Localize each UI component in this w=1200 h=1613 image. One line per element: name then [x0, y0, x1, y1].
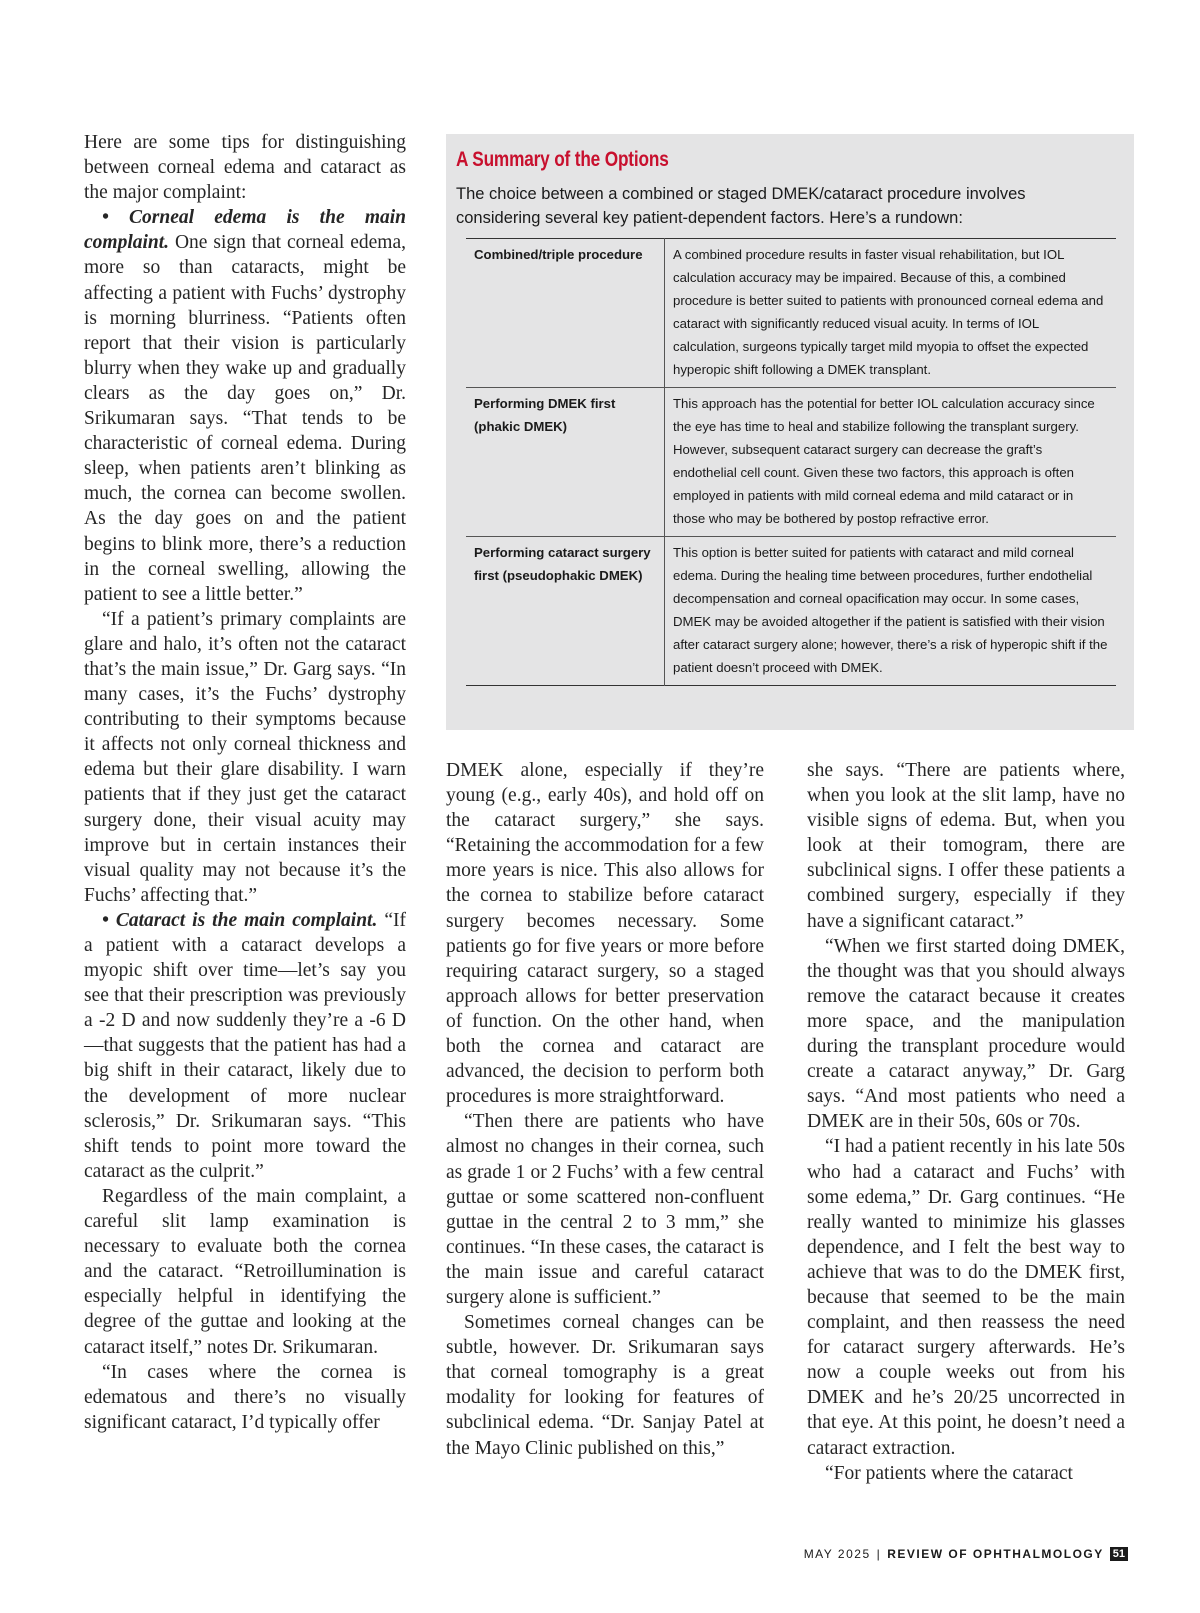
- paragraph: DMEK alone, especially if they’re young (e.g., early 40s), and hold off on the cataract surgery,” she says. “Retaining the accommodation for a few more years is nice. This also allows for the cornea to stabilize before cataract surgery becomes necessary. Some patients go for five years or more before requiring cataract surgery, so a staged approach allows for better preservation of function. On the other hand, when both the cornea and cataract are advanced, the decision to perform both procedures is more straightforward.: [446, 760, 764, 1108]
- paragraph-text: “If a patient with a cataract develops a myopic shift over time—let’s say you see that their prescription was previously a -2 D and now suddenly they’re a -6 D—that suggests that the patient has had a big shift in their cataract, likely due to the development of more nuclear sclerosis,” Dr. Srikumaran says. “This shift tends to point more toward the cataract as the culprit.”: [84, 909, 406, 1182]
- table-row: [466, 388, 1116, 537]
- option-cell: Combined/triple procedure: [466, 239, 665, 388]
- article-column-2: [446, 758, 764, 1461]
- paragraph: [84, 205, 406, 607]
- paragraph: [84, 908, 406, 1184]
- table-row: [466, 537, 1116, 686]
- paragraph: “For patients where the cataract: [825, 1462, 1073, 1484]
- page-number: 51: [1110, 1547, 1128, 1561]
- paragraph: “In cases where the cornea is edematous and there’s no visually significant cataract, I’d typically offer: [84, 1361, 406, 1433]
- magazine-name: REVIEW OF OPHTHALMOLOGY: [887, 1547, 1104, 1561]
- paragraph: “I had a patient recently in his late 50s who had a cataract and Fuchs’ with some edema,” Dr. Garg continues. “He really wanted to minimize his glasses dependence, and I felt the best way to achieve that was to do the DMEK first, because that seemed to be the main complaint, and then reassess the need for cataract surgery afterwards. He’s now a couple weeks out from his DMEK and he’s 20/25 uncorrected in that eye. At this point, he doesn’t need a cataract extraction.: [807, 1136, 1125, 1459]
- paragraph: “Then there are patients who have almost no changes in their cornea, such as grade 1 or 2 Fuchs’ with a few central guttae or some scattered non-confluent guttae in the central 2 to 3 mm,” she continues. “In these cases, the cataract is the main issue and careful cataract surgery alone is sufficient.”: [446, 1111, 764, 1308]
- table-row: [466, 239, 1116, 388]
- article-column-1: [84, 130, 406, 1435]
- description-cell: This option is better suited for patients with cataract and mild corneal edema. During the healing time between procedures, further endothelial decompensation and corneal opacification may occur. In some cases, DMEK may be avoided altogether if the patient is satisfied with their vision after cataract surgery alone; however, there’s a risk of hyperopic shift if the patient doesn’t proceed with DMEK.: [665, 537, 1117, 686]
- description-cell: This approach has the potential for better IOL calculation accuracy since the eye has time to heal and stabilize following the transplant surgery. However, subsequent cataract surgery can decrease the graft’s endothelial cell count. Given these two factors, this approach is often employed in patients with mild corneal edema and mild cataract or in those who may be bothered by postop refractive error.: [665, 388, 1117, 537]
- article-column-3: [807, 758, 1125, 1486]
- summary-table: [466, 238, 1116, 686]
- summary-sidebar: [446, 134, 1134, 730]
- issue-date: MAY 2025: [803, 1547, 871, 1561]
- bullet-heading: • Cataract is the main complaint.: [102, 909, 378, 931]
- bullet-heading: • Corneal edema is the main complaint.: [84, 207, 406, 254]
- paragraph: Regardless of the main complaint, a careful slit lamp examination is necessary to evaluate both the cornea and the cataract. “Retroillumination is especially helpful in identifying the degree of the guttae and looking at the cataract itself,” notes Dr. Srikumaran.: [84, 1185, 406, 1358]
- paragraph: she says. “There are patients where, when you look at the slit lamp, have no visible signs of edema. But, when you look at their tomogram, there are subclinical signs. I offer these patients a combined surgery, especially if they have a significant cataract.”: [807, 760, 1125, 932]
- sidebar-title: A Summary of the Options: [456, 148, 669, 171]
- option-cell: Performing DMEK first (phakic DMEK): [466, 388, 665, 537]
- option-cell: Performing cataract surgery first (pseudophakic DMEK): [466, 537, 665, 686]
- footer-separator: |: [876, 1547, 882, 1561]
- paragraph: “If a patient’s primary complaints are glare and halo, it’s often not the cataract that’s the main issue,” Dr. Garg says. “In many cases, it’s the Fuchs’ dystrophy contributing to their symptoms because it affects not only corneal thickness and edema but their glare disability. I warn patients that if they just get the cataract surgery done, their visual acuity may improve but in certain instances their visual quality may not because it’s the Fuchs’ affecting that.”: [84, 608, 406, 906]
- paragraph-text: One sign that corneal edema, more so than cataracts, might be affecting a patient with Fuchs’ dystrophy is morning blurriness. “Patients often report that their vision is particularly blurry when they wake up and gradually clears as the day goes on,” Dr. Srikumaran says. “That tends to be characteristic of corneal edema. During sleep, when patients aren’t blinking as much, the cornea can become swollen. As the day goes on and the patient begins to blink more, there’s a reduction in the corneal swelling, allowing the patient to see a little better.”: [84, 232, 406, 605]
- description-cell: A combined procedure results in faster visual rehabilitation, but IOL calculation accuracy may be impaired. Because of this, a combined procedure is better suited to patients with pronounced corneal edema and cataract with significantly reduced visual acuity. In terms of IOL calculation, surgeons typically target mild myopia to offset the expected hyperopic shift following a DMEK transplant.: [673, 247, 1104, 377]
- paragraph: Here are some tips for distinguishing between corneal edema and cataract as the major complaint:: [84, 132, 406, 204]
- paragraph: “When we first started doing DMEK, the thought was that you should always remove the cataract because it creates more space, and the manipulation during the transplant procedure would create a cataract anyway,” Dr. Garg says. “And most patients who need a DMEK are in their 50s, 60s or 70s.: [807, 935, 1125, 1133]
- page-footer: [804, 1547, 1128, 1561]
- sidebar-intro: The choice between a combined or staged DMEK/cataract procedure involves considering several key patient-dependent factors. Here’s a rundown:: [456, 185, 1026, 227]
- paragraph: Sometimes corneal changes can be subtle, however. Dr. Srikumaran says that corneal tomography is a great modality for looking for features of subclinical edema. “Dr. Sanjay Patel at the Mayo Clinic published on this,”: [446, 1312, 764, 1459]
